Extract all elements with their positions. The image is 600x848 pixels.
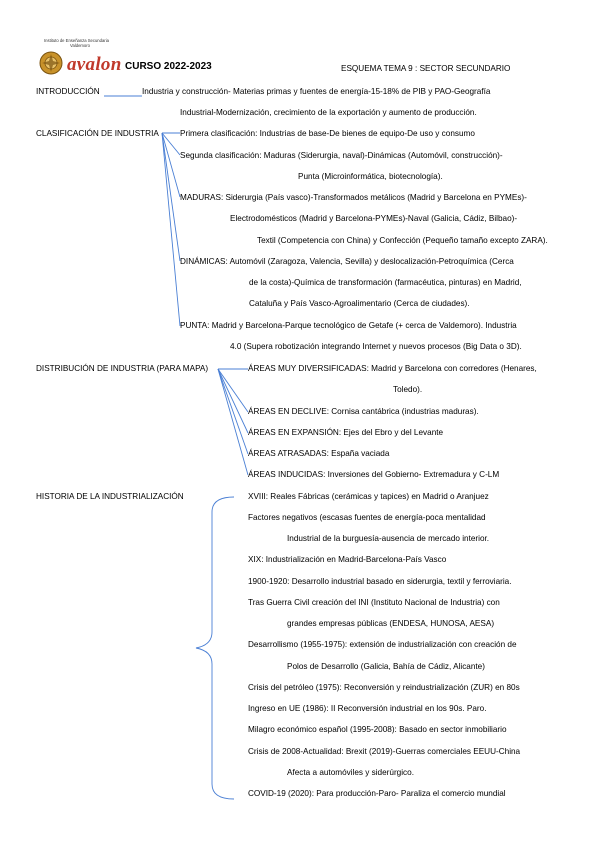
list-item: MADURAS: Siderurgia (País vasco)-Transformados metálicos (Madrid y Barcelona en PYMEs)-	[180, 193, 527, 202]
list-item: ÁREAS EN EXPANSIÓN: Ejes del Ebro y del Levante	[248, 428, 444, 437]
brand-logo: avalon	[67, 54, 122, 75]
list-item: DINÁMICAS: Automóvil (Zaragoza, Valencia, Sevilla) y deslocalización-Petroquímica (Cerca	[180, 257, 514, 266]
list-item: XVIII: Reales Fábricas (cerámicas y tapices) en Madrid o Aranjuez	[248, 492, 489, 501]
list-item-continuation: Toledo).	[393, 385, 423, 394]
list-item-continuation: Textil (Competencia con China) y Confección (Pequeño tamaño excepto ZARA).	[257, 236, 548, 245]
list-item: ÁREAS INDUCIDAS: Inversiones del Gobierno- Extremadura y C-LM	[248, 470, 500, 479]
list-item: Milagro económico español (1995-2008): Basado en sector inmobiliario	[248, 725, 507, 734]
section-label-clasificacion: CLASIFICACIÓN DE INDUSTRIA	[36, 129, 159, 138]
institution-line-2: Valdemoro	[70, 43, 90, 48]
list-item: Desarrollismo (1955-1975): extensión de industrialización con creación de	[248, 640, 517, 649]
list-item: ÁREAS EN DECLIVE: Cornisa cantábrica (industrias maduras).	[248, 407, 479, 416]
section-label-distribucion: DISTRIBUCIÓN DE INDUSTRIA (PARA MAPA)	[36, 364, 209, 373]
text-line: Industria y construcción- Materias primas y fuentes de energía-15-18% de PIB y PAO-Geografía	[142, 87, 491, 96]
list-item-continuation: Electrodomésticos (Madrid y Barcelona-PYMEs)-Naval (Galicia, Cádiz, Bilbao)-	[230, 214, 518, 223]
list-item-continuation: grandes empresas públicas (ENDESA, HUNOSA, AESA)	[287, 619, 495, 628]
list-item: PUNTA: Madrid y Barcelona-Parque tecnológico de Getafe (+ cerca de Valdemoro). Industria	[180, 321, 517, 330]
list-item-continuation: 4.0 (Supera robotización integrando Internet y nuevos procesos (Big Data o 3D).	[230, 342, 522, 351]
list-item-continuation: Afecta a automóviles y siderúrgico.	[287, 768, 414, 777]
list-item: Crisis de 2008-Actualidad: Brexit (2019)-Guerras comerciales EEUU-China	[248, 747, 521, 756]
list-item: ÁREAS MUY DIVERSIFICADAS: Madrid y Barcelona con corredores (Henares,	[248, 364, 537, 373]
course-label: CURSO 2022-2023	[125, 61, 212, 72]
list-item-continuation: Polos de Desarrollo (Galicia, Bahía de Cádiz, Alicante)	[287, 662, 485, 671]
section-label-historia: HISTORIA DE LA INDUSTRIALIZACIÓN	[36, 492, 184, 501]
list-item-continuation: Cataluña y País Vasco-Agroalimentario (Cerca de ciudades).	[249, 299, 470, 308]
list-item-continuation: Punta (Microinformática, biotecnología).	[298, 172, 443, 181]
list-item: COVID-19 (2020): Para producción-Paro- Paraliza el comercio mundial	[248, 789, 506, 798]
list-item-continuation: Industrial de la burguesía-ausencia de mercado interior.	[287, 534, 490, 543]
list-item-continuation: de la costa)-Química de transformación (farmacéutica, pinturas) en Madrid,	[249, 278, 522, 287]
list-item: ÁREAS ATRASADAS: España vaciada	[248, 449, 390, 458]
text-line: Industrial-Modernización, crecimiento de la exportación y aumento de producción.	[180, 108, 477, 117]
list-item: Primera clasificación: Industrias de base-De bienes de equipo-De uso y consumo	[180, 129, 475, 138]
list-item: Ingreso en UE (1986): II Reconversión industrial en los 90s. Paro.	[248, 704, 487, 713]
list-item: Segunda clasificación: Maduras (Siderurgia, naval)-Dinámicas (Automóvil, construcción)-	[180, 151, 503, 160]
list-item: 1900-1920: Desarrollo industrial basado en siderurgia, textil y ferroviaria.	[248, 577, 512, 586]
page-title: ESQUEMA TEMA 9 : SECTOR SECUNDARIO	[341, 64, 511, 73]
list-item: Tras Guerra Civil creación del INI (Instituto Nacional de Industria) con	[248, 598, 500, 607]
list-item: XIX: Industrialización en Madrid-Barcelona-País Vasco	[248, 555, 447, 564]
institution-line-1: Instituto de Enseñanza Secundaria	[44, 38, 109, 43]
list-item: Factores negativos (escasas fuentes de energía-poca mentalidad	[248, 513, 486, 522]
section-label-introduccion: INTRODUCCIÓN	[36, 87, 100, 96]
list-item: Crisis del petróleo (1975): Reconversión y reindustrialización (ZUR) en 80s	[248, 683, 520, 692]
